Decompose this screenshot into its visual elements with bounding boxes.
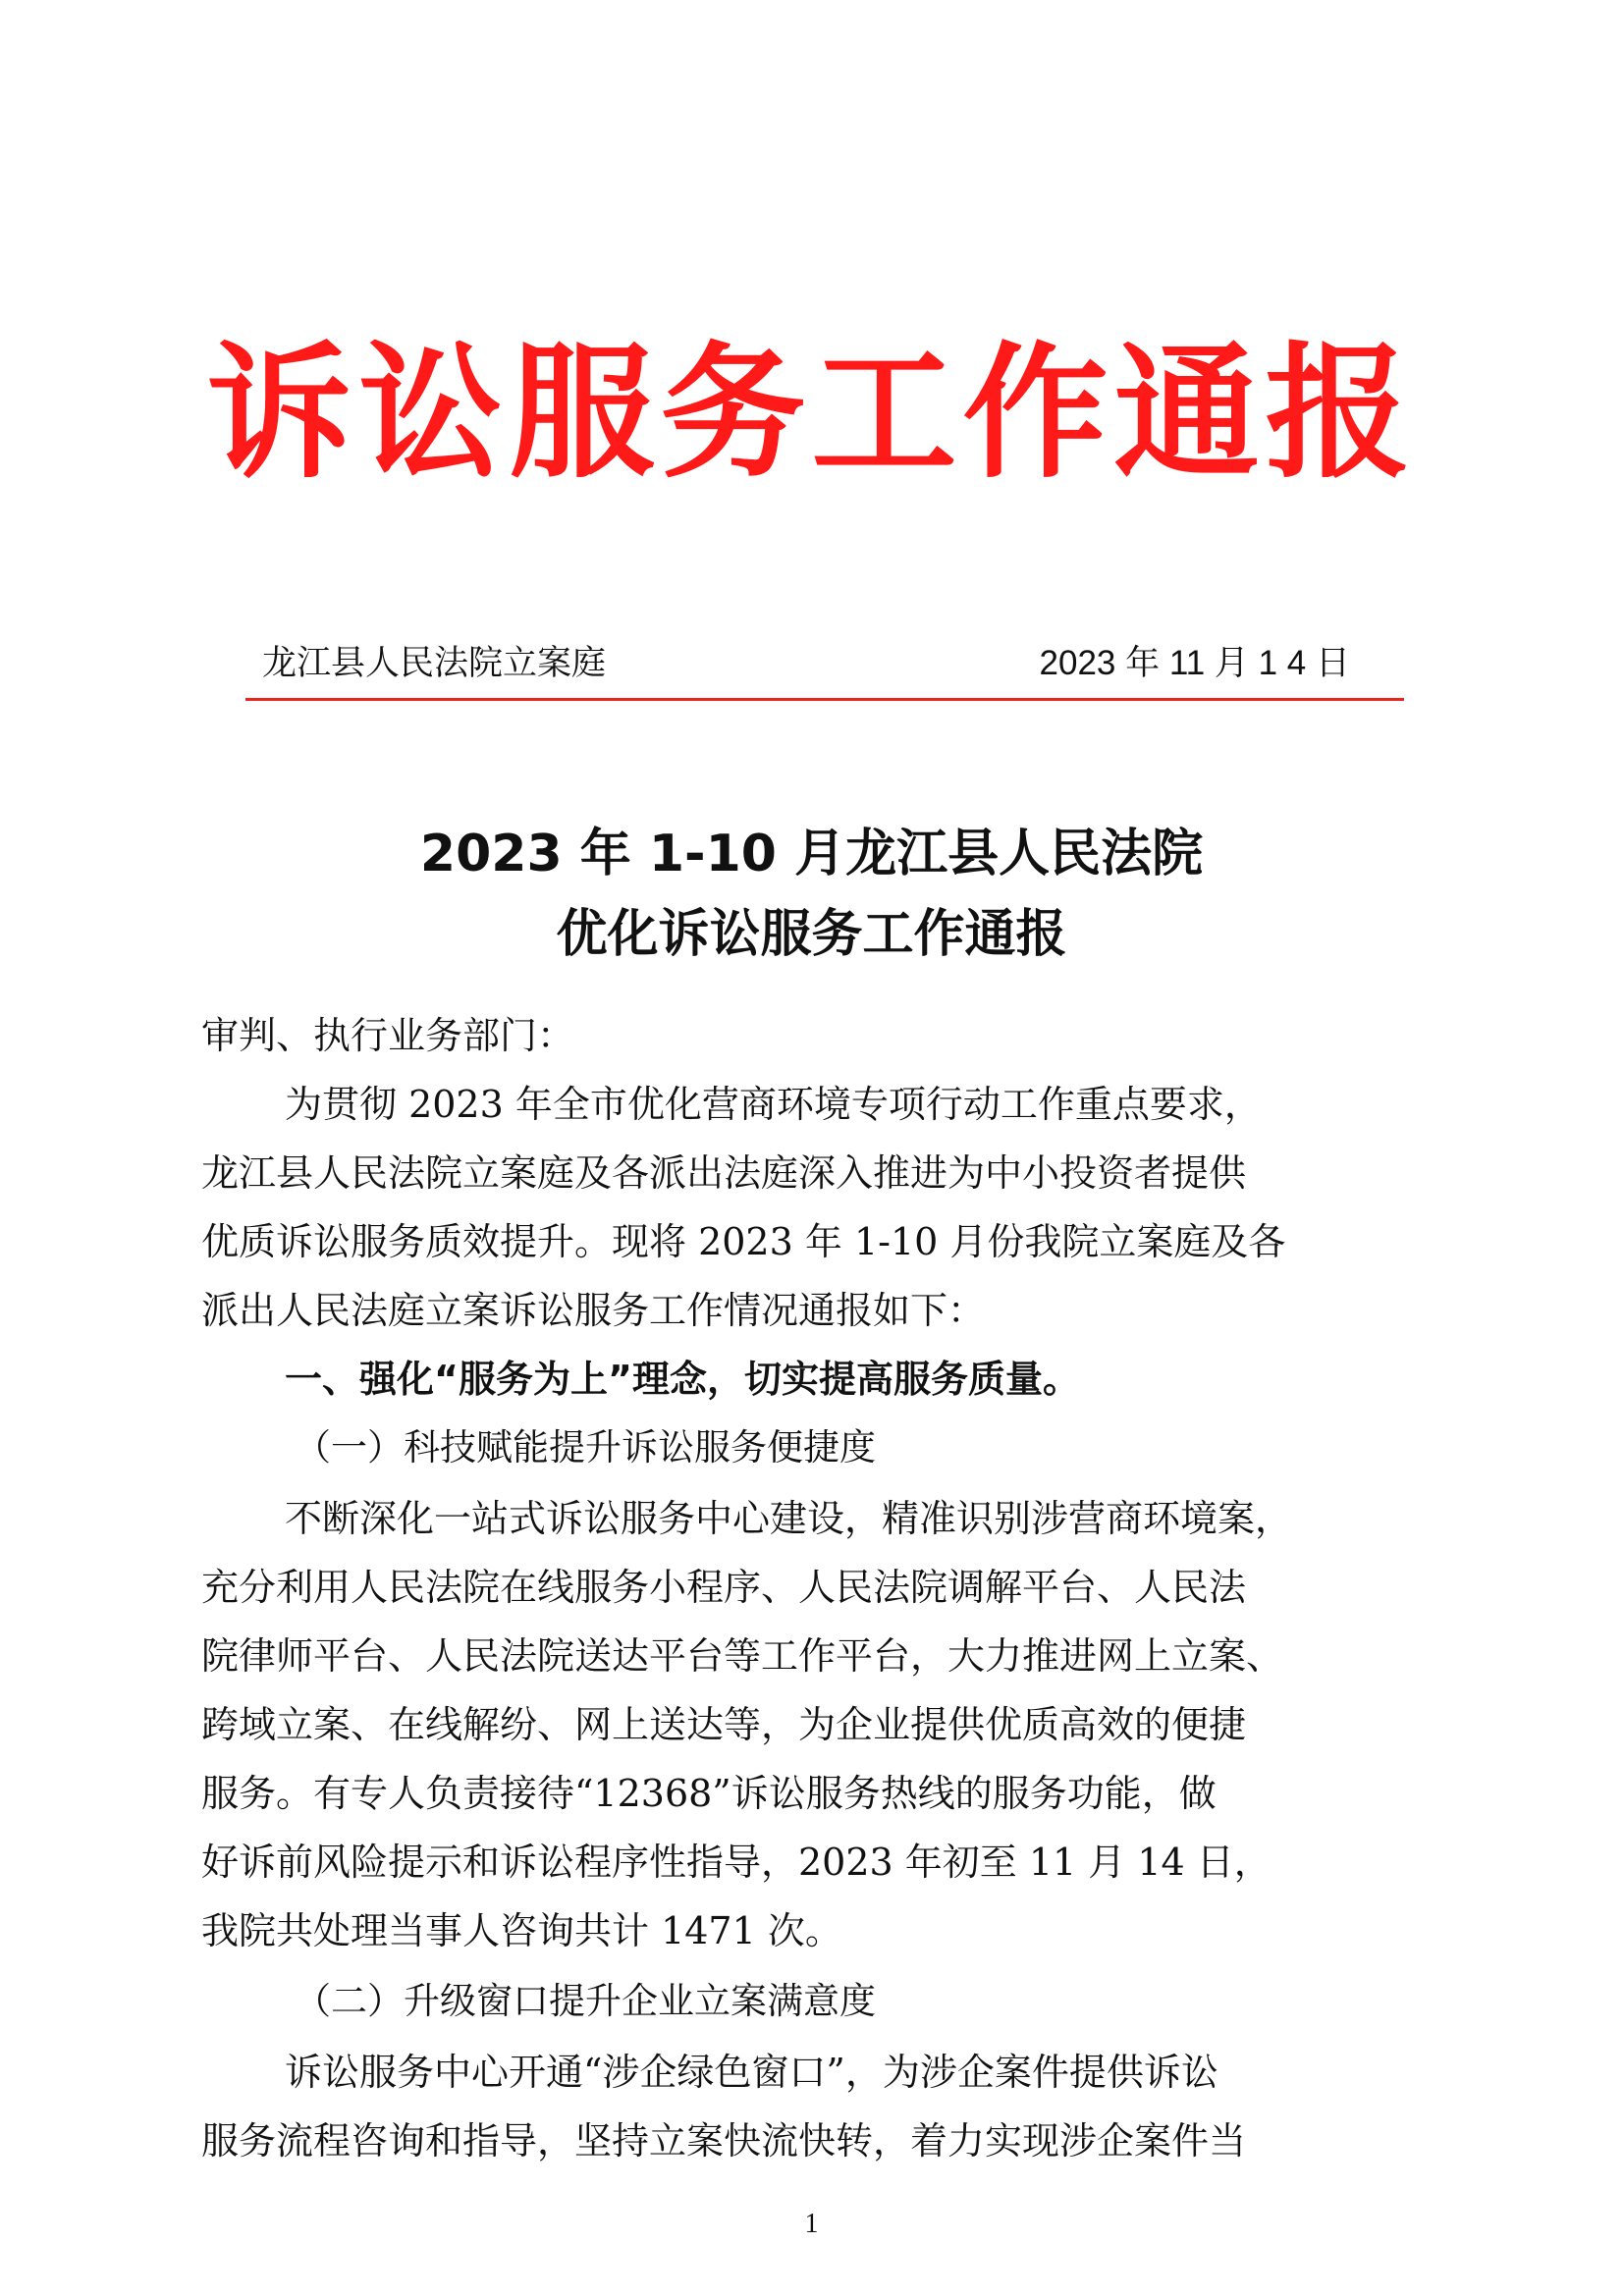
paragraph-line: 好诉前风险提示和诉讼程序性指导，2023 年初至 11 月 14 日，: [201, 1841, 1271, 1884]
issue-date: 2023 年 11 月 1 4 日: [1039, 644, 1350, 682]
document-title-line-1: 2023 年 1-10 月龙江县人民法院: [419, 825, 1204, 883]
issuer: 龙江县人民法院立案庭: [262, 644, 607, 683]
paragraph-line: 服务。有专人负责接待“12368”诉讼服务热线的服务功能，做: [201, 1772, 1217, 1815]
paragraph-line: 诉讼服务中心开通“涉企绿色窗口”，为涉企案件提供诉讼: [285, 2051, 1218, 2094]
subsection-heading: （二）升级窗口提升企业立案满意度: [295, 1980, 876, 2022]
paragraph-line: 充分利用人民法院在线服务小程序、人民法院调解平台、人民法: [201, 1566, 1247, 1609]
paragraph-line: 我院共处理当事人咨询共计 1471 次。: [201, 1909, 842, 1952]
intro-line: 龙江县人民法院立案庭及各派出法庭深入推进为中小投资者提供: [201, 1151, 1247, 1195]
paragraph-line: 跨域立案、在线解纷、网上送达等，为企业提供优质高效的便捷: [201, 1703, 1247, 1746]
paragraph-line: 服务流程咨询和指导，坚持立案快流快转，着力实现涉企案件当: [201, 2119, 1247, 2163]
intro-line: 派出人民法庭立案诉讼服务工作情况通报如下：: [201, 1289, 986, 1332]
section-heading: 一、强化“服务为上”理念，切实提高服务质量。: [285, 1358, 1080, 1401]
intro-line: 为贯彻 2023 年全市优化营商环境专项行动工作重点要求，: [285, 1083, 1262, 1126]
issuer-line: [250, 636, 1389, 683]
red-divider: [245, 698, 1404, 701]
intro-line: 优质诉讼服务质效提升。现将 2023 年 1-10 月份我院立案庭及各: [201, 1220, 1286, 1263]
masthead-title: 诉讼服务工作通报: [206, 327, 1417, 498]
document-title-line-2: 优化诉讼服务工作通报: [556, 905, 1067, 964]
paragraph-line: 不断深化一站式诉讼服务中心建设，精准识别涉营商环境案，: [285, 1497, 1293, 1540]
subsection-heading: （一）科技赋能提升诉讼服务便捷度: [295, 1426, 876, 1468]
page-number: 1: [804, 2209, 819, 2239]
salutation: 审判、执行业务部门：: [201, 1014, 575, 1057]
paragraph-line: 院律师平台、人民法院送达平台等工作平台，大力推进网上立案、: [201, 1634, 1284, 1678]
